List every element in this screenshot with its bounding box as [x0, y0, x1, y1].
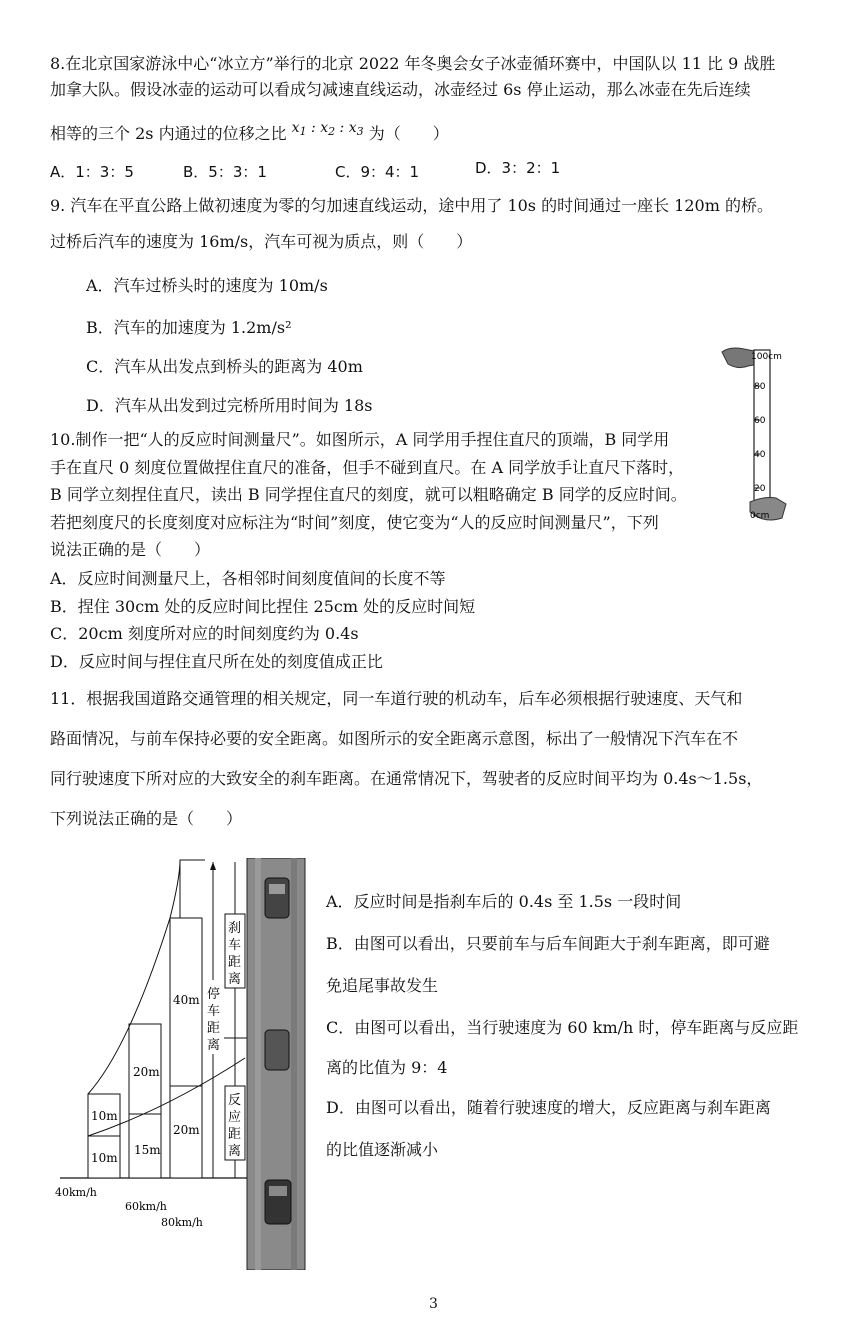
- braking-80: 40m: [173, 993, 200, 1007]
- ruler-mark-80: 80: [754, 382, 766, 392]
- braking-60: 20m: [133, 1065, 160, 1079]
- q8-line2: 加拿大队。假设冰壶的运动可以看成匀减速直线运动，冰壶经过 6s 停止运动，那么冰壶在先后连续: [50, 80, 751, 99]
- reaction-60: 15m: [134, 1143, 161, 1157]
- q11-option-b: B．由图可以看出，只要前车与后车间距大于刹车距离，即可避: [326, 934, 770, 953]
- stopping-char-4: 离: [207, 1038, 221, 1053]
- q9-line2: 过桥后汽车的速度为 16m/s，汽车可视为质点，则（ ）: [50, 232, 473, 251]
- ruler-bottom-label: 0cm: [750, 511, 770, 521]
- stopping-char-1: 停: [207, 987, 221, 1002]
- q11-line4: 下列说法正确的是（ ）: [50, 809, 243, 828]
- q8-option-c: C．9：4：1: [335, 163, 420, 181]
- q11-option-c-cont: 离的比值为 9：4: [326, 1058, 448, 1077]
- braking-char-4: 离: [228, 972, 242, 987]
- q10-line3: B 同学立刻捏住直尺，读出 B 同学捏住直尺的刻度，就可以粗略确定 B 同学的反应时间。: [50, 485, 687, 504]
- q11-line3: 同行驶速度下所对应的大致安全的刹车距离。在通常情况下，驾驶者的反应时间平均为 0.4s～1.5s，: [50, 769, 763, 788]
- q8-ratio-formula: $x_1$ : $x_2$ : $x_3$: [291, 120, 364, 138]
- middle-car-icon: [265, 1030, 289, 1070]
- reaction-40: 10m: [91, 1151, 118, 1165]
- q8-line3: [50, 120, 449, 149]
- q9-option-c: C．汽车从出发点到桥头的距离为 40m: [86, 357, 363, 376]
- q10-option-c: C．20cm 刻度所对应的时间刻度约为 0.4s: [50, 624, 359, 643]
- braking-char-1: 刹: [228, 921, 242, 936]
- q10-line2: 手在直尺 0 刻度位置做捏住直尺的准备，但手不碰到直尺。在 A 同学放手让直尺下落时，: [50, 458, 685, 477]
- stopping-char-3: 距: [207, 1021, 221, 1036]
- ruler-top-label: 100cm: [751, 352, 782, 362]
- page-number: 3: [429, 1296, 438, 1312]
- braking-char-2: 车: [228, 938, 242, 953]
- q10-option-a: A．反应时间测量尺上，各相邻时间刻度值间的长度不等: [50, 569, 446, 588]
- reaction-ruler-figure: [720, 346, 790, 526]
- q11-option-d: D．由图可以看出，随着行驶速度的增大，反应距离与刹车距离: [326, 1098, 771, 1117]
- q10-option-d: D．反应时间与捏住直尺所在处的刻度值成正比: [50, 652, 383, 671]
- q11-line2: 路面情况，与前车保持必要的安全距离。如图所示的安全距离示意图，标出了一般情况下汽车在不: [50, 729, 739, 748]
- q8-line3-post: 为（ ）: [368, 124, 449, 143]
- reaction-char-3: 距: [228, 1127, 242, 1142]
- q9-option-a: A．汽车过桥头时的速度为 10m/s: [86, 276, 328, 295]
- q10-option-b: B．捏住 30cm 处的反应时间比捏住 25cm 处的反应时间短: [50, 597, 476, 616]
- speed-80-label: 80km/h: [161, 1216, 203, 1229]
- ruler-mark-20: 20: [754, 484, 766, 494]
- q9-option-b: B．汽车的加速度为 1.2m/s²: [86, 318, 292, 337]
- q8-line1: 8.在北京国家游泳中心“冰立方”举行的北京 2022 年冬奥会女子冰壶循环赛中，中国队以 11 比 9 战胜: [50, 54, 776, 73]
- q8-line3-pre: 相等的三个 2s 内通过的位移之比: [50, 124, 287, 143]
- q11-option-a: A．反应时间是指刹车后的 0.4s 至 1.5s 一段时间: [326, 892, 682, 911]
- ruler-mark-40: 40: [754, 450, 766, 460]
- q10-line4: 若把刻度尺的长度刻度对应标注为“时间”刻度，使它变为“人的反应时间测量尺”，下列: [50, 513, 659, 532]
- speed-60-label: 60km/h: [125, 1200, 167, 1213]
- speed-40-label: 40km/h: [55, 1186, 97, 1199]
- stopping-char-2: 车: [207, 1004, 221, 1019]
- q8-option-b: B．5：3：1: [183, 163, 267, 181]
- safety-distance-figure: [55, 858, 317, 1270]
- braking-40: 10m: [91, 1109, 118, 1123]
- q10-line1: 10.制作一把“人的反应时间测量尺”。如图所示，A 同学用手捏住直尺的顶端，B 同学用: [50, 430, 670, 449]
- reaction-char-1: 反: [228, 1093, 242, 1108]
- q8-option-a: A．1：3：5: [50, 163, 134, 181]
- q9-line1: 9. 汽车在平直公路上做初速度为零的匀加速直线运动，途中用了 10s 的时间通过一座长 120m 的桥。: [50, 196, 773, 215]
- reaction-80: 20m: [173, 1123, 200, 1137]
- braking-char-3: 距: [228, 955, 242, 970]
- q11-option-d-cont: 的比值逐渐减小: [326, 1140, 439, 1159]
- reaction-char-2: 应: [228, 1110, 242, 1125]
- ruler-mark-60: 60: [754, 416, 766, 426]
- reaction-char-4: 离: [228, 1144, 242, 1159]
- q11-line1: 11．根据我国道路交通管理的相关规定，同一车道行驶的机动车，后车必须根据行驶速度、天气和: [50, 689, 743, 708]
- q11-option-b-cont: 免追尾事故发生: [326, 976, 439, 995]
- q9-option-d: D．汽车从出发到过完桥所用时间为 18s: [86, 396, 373, 415]
- q10-line5: 说法正确的是（ ）: [50, 540, 211, 559]
- q8-option-d: D．3：2：1: [475, 159, 561, 177]
- q11-option-c: C．由图可以看出，当行驶速度为 60 km/h 时，停车距离与反应距: [326, 1018, 799, 1037]
